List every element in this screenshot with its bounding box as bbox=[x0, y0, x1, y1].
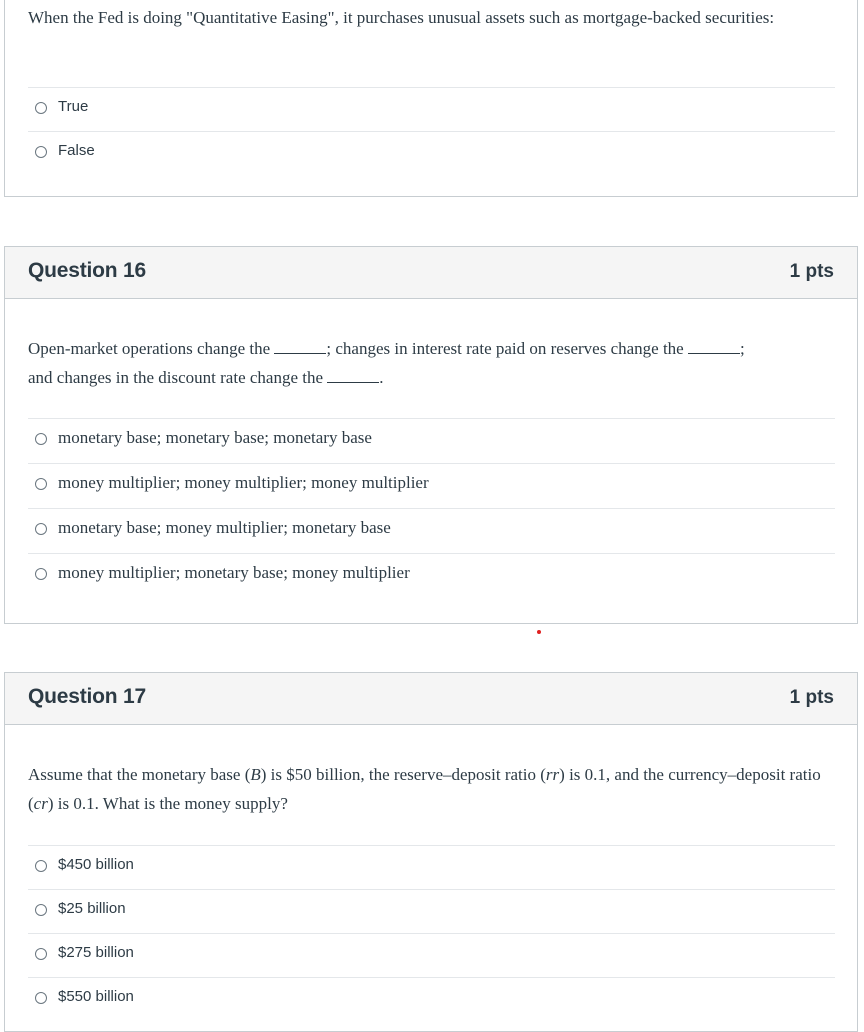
answer-option[interactable] bbox=[28, 933, 835, 977]
radio-button[interactable] bbox=[35, 433, 47, 445]
question-points: 1 pts bbox=[789, 687, 834, 708]
variable: rr bbox=[545, 765, 560, 784]
option-label: money multiplier; monetary base; money multiplier bbox=[58, 563, 410, 582]
question-15-card bbox=[4, 0, 858, 197]
option-label: False bbox=[58, 142, 95, 159]
radio-button[interactable] bbox=[35, 992, 47, 1004]
option-false[interactable] bbox=[28, 131, 835, 175]
answer-option[interactable] bbox=[28, 553, 835, 598]
red-dot-marker bbox=[537, 630, 541, 634]
text-segment: ) is $50 billion, the reserve–deposit ratio ( bbox=[260, 765, 546, 784]
variable: cr bbox=[33, 794, 48, 813]
question-15-options bbox=[28, 87, 835, 175]
question-title: Question 17 bbox=[28, 685, 146, 708]
answer-option[interactable] bbox=[28, 508, 835, 553]
radio-button[interactable] bbox=[35, 102, 47, 114]
option-label: $550 billion bbox=[58, 988, 134, 1005]
question-title: Question 16 bbox=[28, 259, 146, 282]
fill-blank bbox=[688, 339, 740, 354]
text-segment: ) is 0.1. What is the money supply? bbox=[47, 794, 288, 813]
option-label: monetary base; money multiplier; monetary base bbox=[58, 518, 391, 537]
answer-option[interactable] bbox=[28, 418, 835, 463]
text-segment: ; bbox=[739, 339, 745, 358]
answer-option[interactable] bbox=[28, 977, 835, 1021]
text-segment: ) is 0.1, and the currency–deposit ratio ( bbox=[28, 765, 821, 813]
question-header bbox=[5, 673, 857, 725]
text-segment: . bbox=[379, 368, 384, 387]
question-16-options bbox=[28, 418, 835, 598]
radio-button[interactable] bbox=[35, 948, 47, 960]
text-segment: ; changes in interest rate paid on reserves change the bbox=[326, 339, 684, 358]
answer-option[interactable] bbox=[28, 845, 835, 889]
answer-option[interactable] bbox=[28, 889, 835, 933]
radio-button[interactable] bbox=[35, 904, 47, 916]
question-17-card bbox=[4, 672, 858, 1032]
radio-button[interactable] bbox=[35, 478, 47, 490]
question-header bbox=[5, 247, 857, 299]
question-16-card bbox=[4, 246, 858, 624]
question-17-text bbox=[28, 760, 827, 818]
option-true[interactable] bbox=[28, 87, 835, 131]
option-label: monetary base; monetary base; monetary base bbox=[58, 428, 372, 447]
question-15-text: When the Fed is doing "Quantitative Easing", it purchases unusual assets such as mortgage-backed securities: bbox=[28, 8, 775, 27]
fill-blank bbox=[274, 339, 326, 354]
text-segment: Open-market operations change the bbox=[28, 339, 271, 358]
text-segment: and changes in the discount rate change the bbox=[28, 368, 324, 387]
option-label: $275 billion bbox=[58, 944, 134, 961]
question-16-text bbox=[28, 334, 827, 392]
answer-option[interactable] bbox=[28, 463, 835, 508]
option-label: $25 billion bbox=[58, 900, 126, 917]
radio-button[interactable] bbox=[35, 146, 47, 158]
option-label: $450 billion bbox=[58, 856, 134, 873]
option-label: money multiplier; money multiplier; money multiplier bbox=[58, 473, 429, 492]
option-label: True bbox=[58, 98, 89, 115]
question-points: 1 pts bbox=[789, 261, 834, 282]
radio-button[interactable] bbox=[35, 523, 47, 535]
variable: B bbox=[250, 765, 261, 784]
question-17-options bbox=[28, 845, 835, 1021]
fill-blank bbox=[327, 368, 379, 383]
radio-button[interactable] bbox=[35, 568, 47, 580]
text-segment: Assume that the monetary base ( bbox=[28, 765, 251, 784]
radio-button[interactable] bbox=[35, 860, 47, 872]
